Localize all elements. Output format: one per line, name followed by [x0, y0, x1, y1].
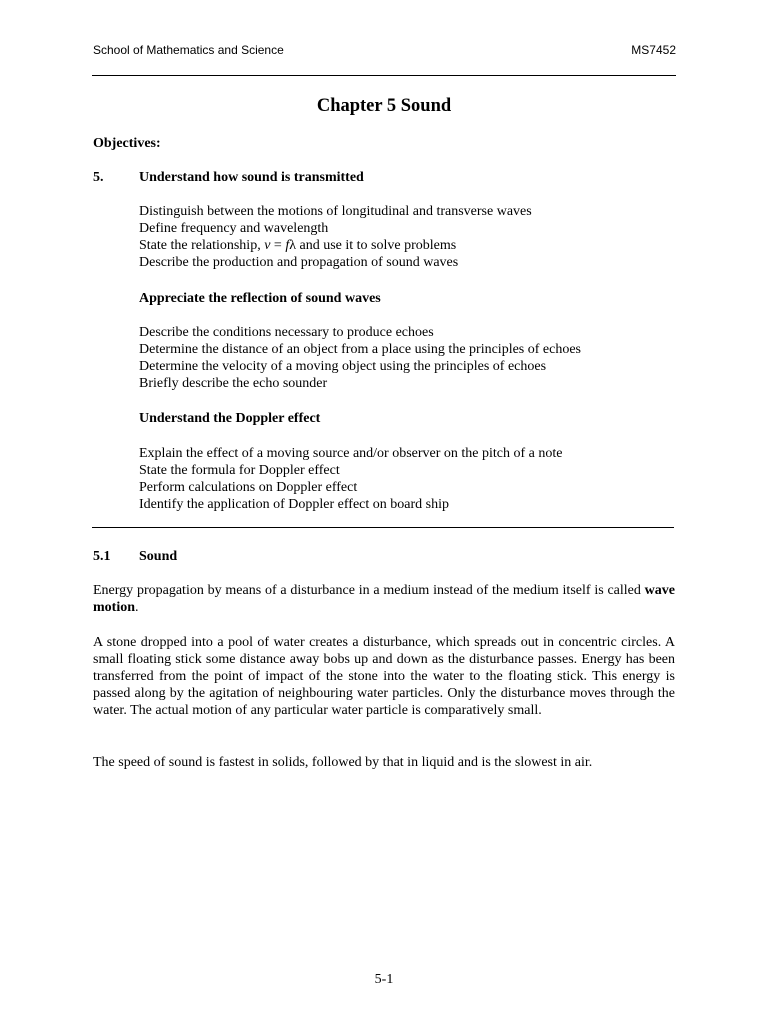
header-school: School of Mathematics and Science	[93, 43, 284, 57]
paragraph-stone: A stone dropped into a pool of water creates a disturbance, which spreads out in concentric circles. A small floating stick some distance away bobs up and down as the disturbance passes. Energy has been transferred from the point of impact of the stone into the water to the floating stick. This energy is passed along by the agitation of neighbouring water particles. Only the disturbance moves through the water. The actual motion of any particular water particle is comparatively small.	[93, 635, 675, 719]
list-item: Perform calculations on Doppler effect	[139, 480, 358, 495]
list-item: State the formula for Doppler effect	[139, 463, 340, 478]
list-item-relationship: State the relationship, v = fλ and use it to solve problems	[139, 238, 457, 253]
list-item: Distinguish between the motions of longitudinal and transverse waves	[139, 204, 532, 219]
objectives-label: Objectives:	[93, 136, 161, 151]
header-code: MS7452	[631, 43, 676, 57]
doppler-heading: Understand the Doppler effect	[139, 411, 321, 426]
section5-number: 5.	[93, 170, 104, 185]
list-item: Describe the production and propagation of sound waves	[139, 255, 459, 270]
list-item: Determine the velocity of a moving object using the principles of echoes	[139, 359, 547, 374]
list-item: Explain the effect of a moving source and/or observer on the pitch of a note	[139, 446, 563, 461]
section5-list	[139, 203, 532, 271]
list-item: Determine the distance of an object from a place using the principles of echoes	[139, 342, 581, 357]
paragraph-wave-motion: Energy propagation by means of a disturbance in a medium instead of the medium itself is called wave motion.	[93, 583, 675, 616]
reflection-heading: Appreciate the reflection of sound waves	[139, 291, 381, 306]
section5-heading: Understand how sound is transmitted	[139, 170, 364, 185]
paragraph-speed: The speed of sound is fastest in solids, followed by that in liquid and is the slowest in air.	[93, 755, 593, 770]
section-divider	[92, 527, 674, 528]
chapter-title: Chapter 5 Sound	[316, 96, 452, 116]
page-number: 5-1	[374, 972, 394, 987]
list-item: Define frequency and wavelength	[139, 221, 329, 236]
header-rule	[92, 75, 676, 76]
section51-number: 5.1	[93, 549, 111, 564]
list-item: Identify the application of Doppler effect on board ship	[139, 497, 449, 512]
term-wave-motion: wave motion	[93, 583, 675, 616]
reflection-list	[139, 324, 581, 392]
section51-heading: Sound	[139, 549, 178, 564]
doppler-list	[139, 445, 563, 513]
list-item: Describe the conditions necessary to produce echoes	[139, 325, 434, 340]
list-item: Briefly describe the echo sounder	[139, 376, 328, 391]
